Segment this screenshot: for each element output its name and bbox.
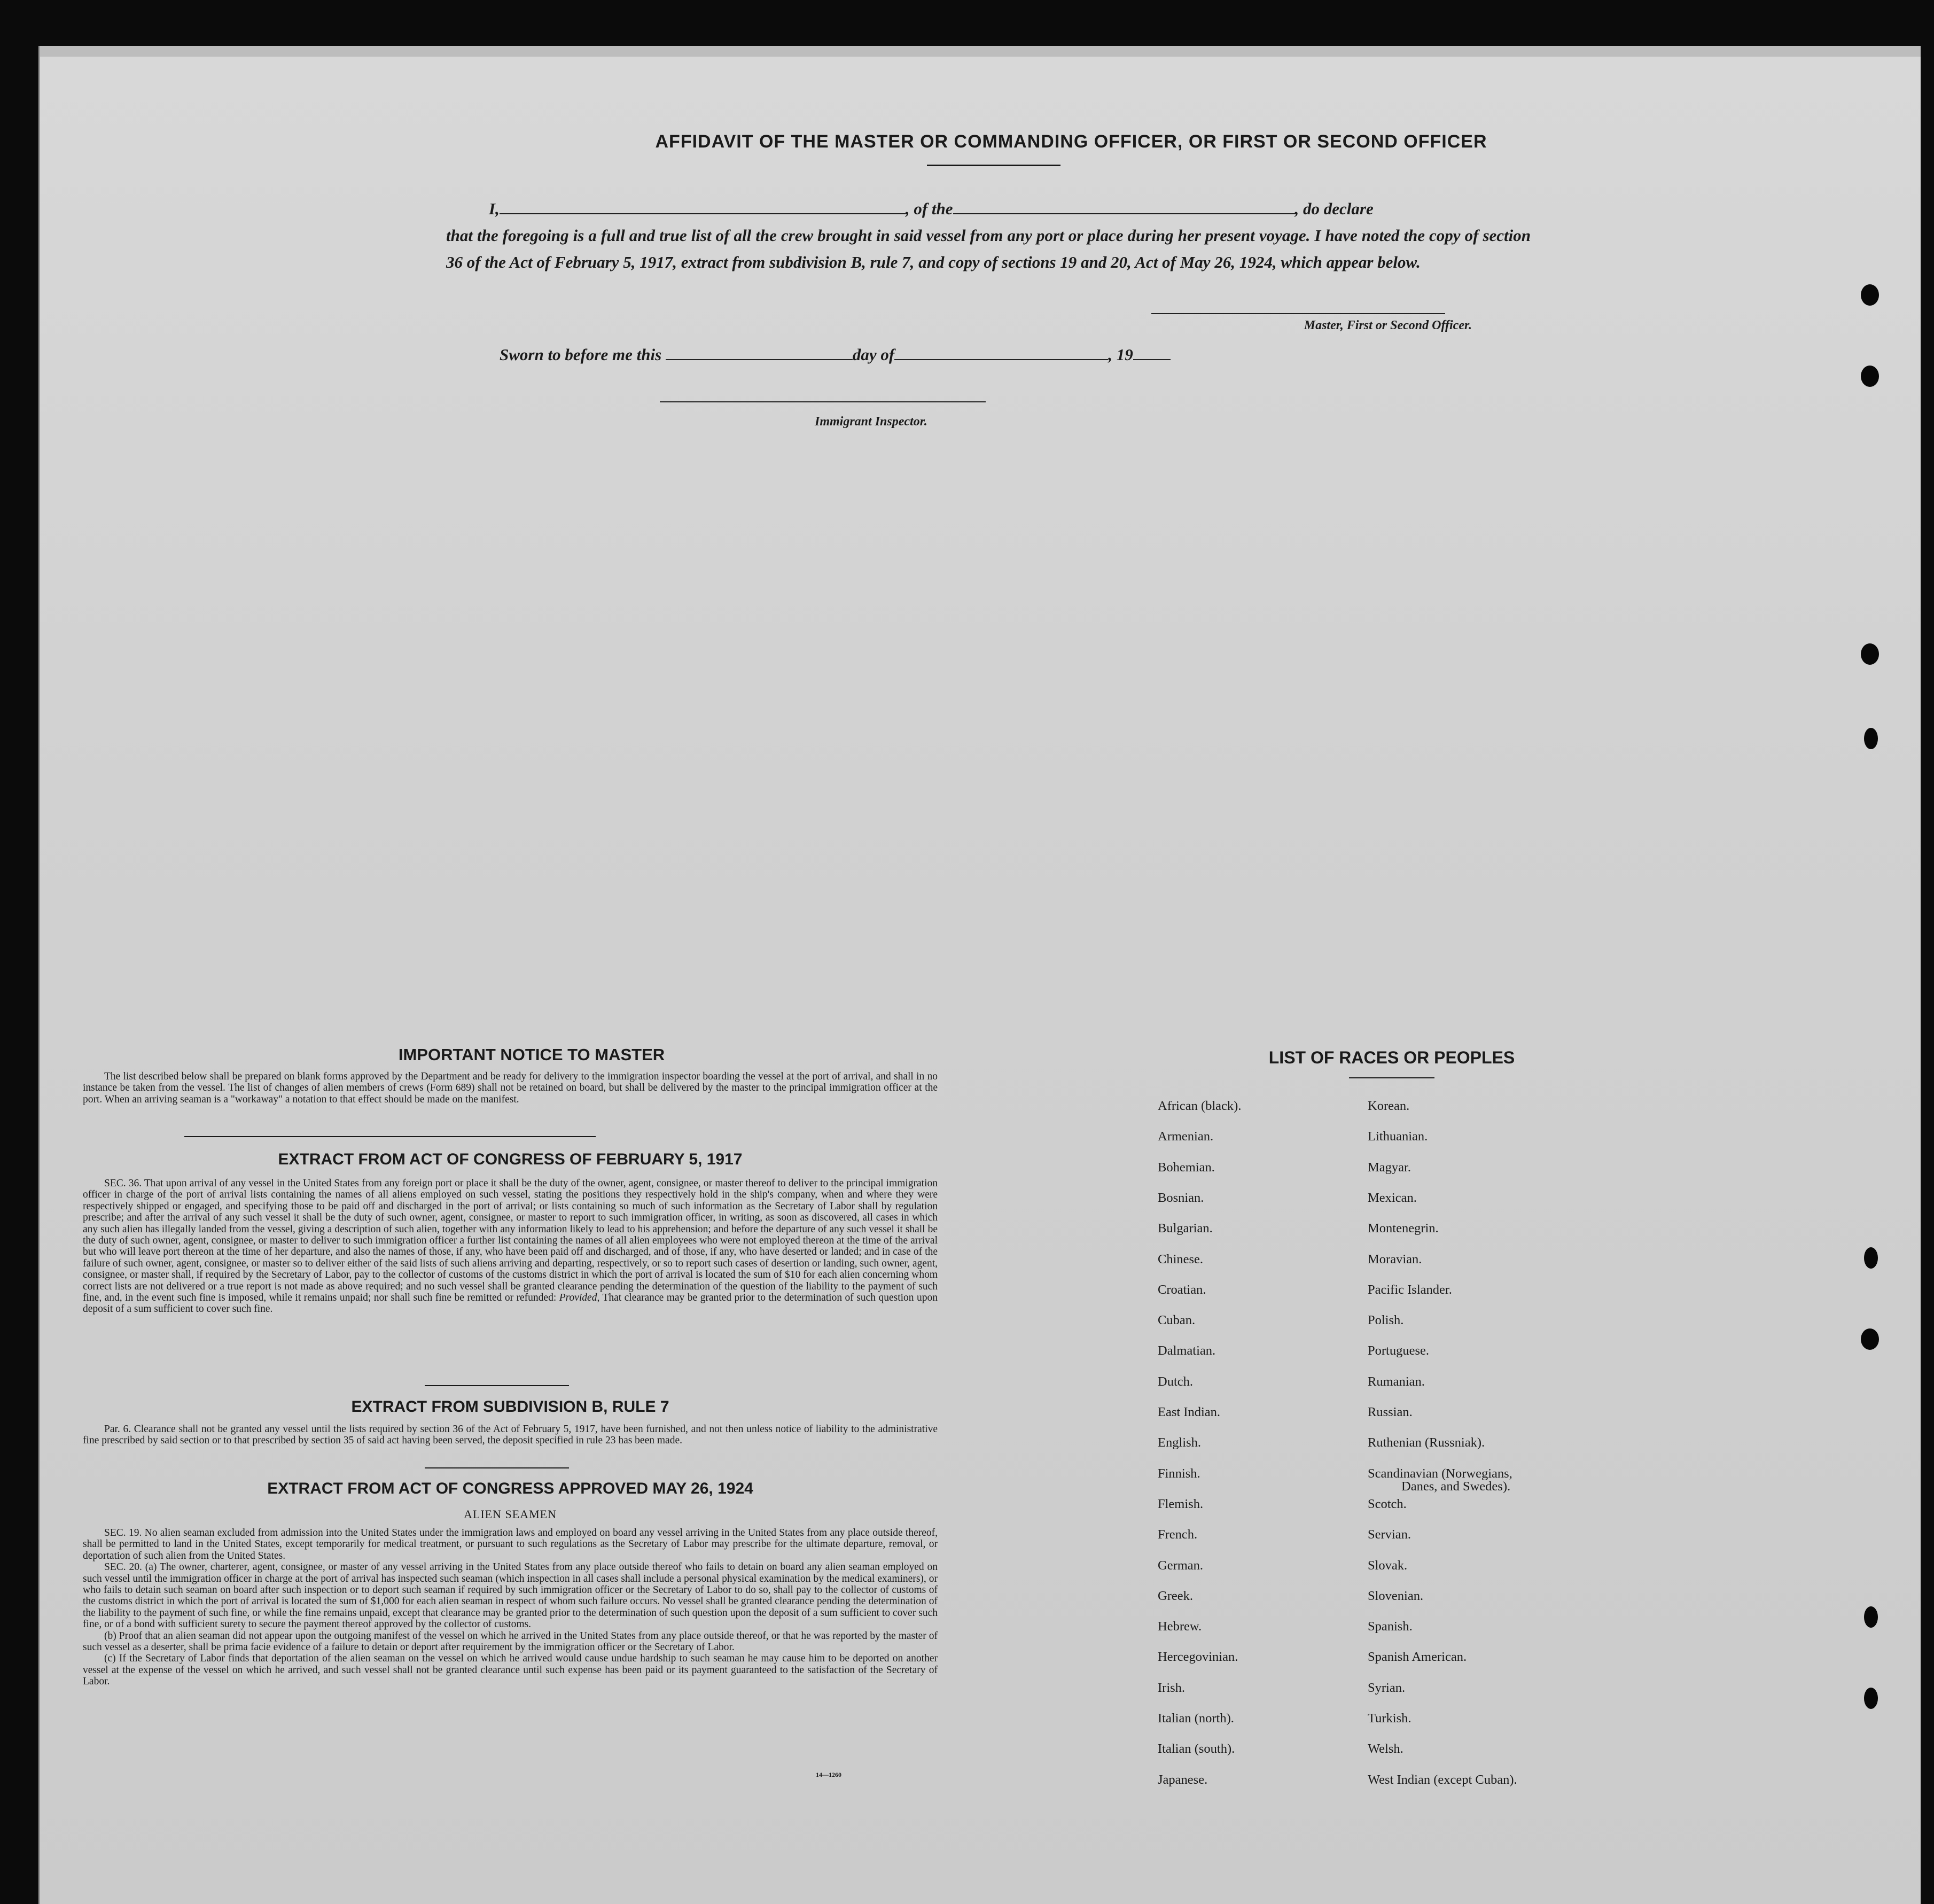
race-item: Spanish American.	[1368, 1650, 1467, 1665]
day-of-label: day of	[852, 345, 895, 364]
race-item: Italian (north).	[1158, 1711, 1234, 1726]
divider	[425, 1467, 569, 1468]
race-item: African (black).	[1158, 1099, 1242, 1113]
divider	[425, 1385, 569, 1386]
race-item: German.	[1158, 1558, 1204, 1573]
punch-hole	[1864, 728, 1878, 749]
race-item: Bohemian.	[1158, 1160, 1215, 1175]
race-item: Irish.	[1158, 1680, 1186, 1695]
master-signature-line[interactable]	[1151, 313, 1445, 314]
race-item: West Indian (except Cuban).	[1368, 1772, 1517, 1787]
race-item: Cuban.	[1158, 1313, 1196, 1328]
race-item: Slovenian.	[1368, 1588, 1424, 1603]
race-item: Hercegovinian.	[1158, 1650, 1238, 1665]
race-item: Montenegrin.	[1368, 1221, 1439, 1236]
affidavit-declaration-line	[446, 196, 1531, 222]
race-item: East Indian.	[1158, 1405, 1221, 1419]
vessel-blank[interactable]	[953, 213, 1295, 214]
act-1924-subtitle: ALIEN SEAMEN	[464, 1507, 557, 1521]
race-item: Portuguese.	[1368, 1343, 1429, 1358]
race-item: Rumanian.	[1368, 1374, 1425, 1389]
notice-text: The list described below shall be prepared on blank forms approved by the Department and be ready for delivery to the immigration inspector boarding the vessel at the port of arrival, and shall in no instance be taken from the vessel. The list of changes of alien members of crews (Form 689) shall not be retained on board, but shall be delivered by the master to the principal immigration officer at the port. When an arriving seaman is a "workaway" a notation to that effect should be made on the manifest.	[83, 1071, 938, 1105]
race-item: Scotch.	[1368, 1496, 1407, 1511]
race-item: Chinese.	[1158, 1252, 1204, 1266]
race-item: Spanish.	[1368, 1619, 1413, 1634]
punch-hole	[1864, 1688, 1878, 1709]
race-item: Turkish.	[1368, 1711, 1411, 1726]
divider	[927, 165, 1060, 166]
race-item: Hebrew.	[1158, 1619, 1202, 1634]
act-1917-title: EXTRACT FROM ACT OF CONGRESS OF FEBRUARY 5, 1917	[278, 1151, 743, 1168]
sworn-month-blank[interactable]	[894, 359, 1108, 360]
affidavit-body	[446, 196, 1531, 276]
act-1917-body	[83, 1178, 938, 1315]
act-1924-title: EXTRACT FROM ACT OF CONGRESS APPROVED MAY 26, 1924	[267, 1480, 753, 1497]
notice-title: IMPORTANT NOTICE TO MASTER	[398, 1045, 665, 1064]
sworn-label: Sworn to before me this	[500, 345, 662, 364]
name-blank[interactable]	[500, 213, 906, 214]
act-1917-proviso: That clearance may be granted prior to the determination of such question upon deposit of a sum sufficient to cover such fine.	[83, 1292, 938, 1315]
race-item: Scandinavian (Norwegians,	[1368, 1466, 1512, 1481]
race-item: Croatian.	[1158, 1282, 1206, 1297]
race-item: Flemish.	[1158, 1496, 1204, 1511]
act-1917-sec36: SEC. 36. That upon arrival of any vessel in the United States from any foreign port or place it shall be the duty of the owner, agent, consignee, or master thereof to deliver to the principal immigration officer in charge of the port of arrival lists containing the names of all aliens employed on such vessel, stating the positions they respectively hold in the ship's company, when and where they were respectively shipped or engaged, and specifying those to be paid off and discharged in the port of arrival; or lists containing so much of such information as the Secretary of Labor shall by regulation prescribe; and after the arrival of any such vessel it shall be the duty of such owner, agent, consignee, or master to report to such immigration officer, in writing, as soon as discovered, all cases in which any such alien has illegally landed from the vessel, giving a description of such alien, together with any information likely to lead to his apprehension; and before the departure of any such vessel it shall be the duty of such owner, agent, consignee, or master to deliver to such immigration officer a further list containing the names of all alien employees who were not employed thereon at the time of the arrival but who will leave port thereon at the time of her departure, and also the names of those, if any, who have been paid off and discharged, and of those, if any, who have deserted or landed; and in case of the failure of such owner, agent, consignee, or master so to deliver either of the said lists of such aliens arriving and departing, respectively, or so to report such cases of desertion or landing, such owner, agent, consignee, or master shall, if required by the Secretary of Labor, pay to the collector of customs of the customs district in which the port of arrival is located the sum of $10 for each alien concerning whom correct lists are not delivered or a true report is not made as above required; and no such vessel shall be granted clearance pending the determination of the question of the liability to the payment of such fine, and, in the event such fine is imposed, while it remains unpaid; nor shall such fine be remitted or refunded:	[83, 1178, 938, 1304]
sworn-year-blank[interactable]	[1133, 359, 1171, 360]
form-number: 14—1260	[816, 1771, 841, 1778]
race-item: Danes, and Swedes).	[1401, 1479, 1511, 1494]
rule-7-text: Par. 6. Clearance shall not be granted any vessel until the lists required by section 36 of the Act of February 5, 1917, have been furnished, and not then unless notice of liability to the administrative fine prescribed by said section or to that prescribed by section 35 of said act having been served, the deposit specified in rule 23 has been made.	[83, 1424, 938, 1447]
race-item: French.	[1158, 1527, 1198, 1542]
race-item: Servian.	[1368, 1527, 1411, 1542]
act-1924-sec20a: SEC. 20. (a) The owner, charterer, agent, consignee, or master of any vessel arriving in the United States from any place outside thereof who fails to detain on board any alien seaman employed on such vessel until the immigration officer in charge at the port of arrival has inspected such seaman (which inspection in all cases shall include a personal physical examination by the medical examiners), or who fails to detain such seaman on board after such inspection or to deport such seaman if required by such immigration officer or the Secretary of Labor to do so, shall pay to the collector of customs of the customs district in which the port of arrival is located the sum of $1,000 for each alien seaman in respect of whom such failure occurs. No vessel shall be granted clearance pending the determination of the liability to the payment of such fine, or while the fine remains unpaid, except that clearance may be granted prior to the determination of such question upon the deposit of a sum sufficient to cover such fine, or of a bond with sufficient surety to secure the payment thereof approved by the collector of customs.	[83, 1561, 938, 1630]
punch-hole	[1864, 1247, 1878, 1269]
divider	[184, 1136, 596, 1137]
race-item: Moravian.	[1368, 1252, 1422, 1266]
notice-body	[83, 1071, 938, 1105]
divider	[1349, 1077, 1434, 1078]
race-item: Lithuanian.	[1368, 1129, 1428, 1144]
punch-hole	[1861, 366, 1879, 387]
race-item: Mexican.	[1368, 1190, 1417, 1205]
race-item: Greek.	[1158, 1588, 1193, 1603]
rule-7-body	[83, 1424, 938, 1447]
race-item: Korean.	[1368, 1099, 1410, 1113]
race-item: Bosnian.	[1158, 1190, 1204, 1205]
race-item: Armenian.	[1158, 1129, 1214, 1144]
race-item: Ruthenian (Russniak).	[1368, 1435, 1485, 1450]
race-item: Bulgarian.	[1158, 1221, 1213, 1236]
act-1924-sec20b: (b) Proof that an alien seaman did not appear upon the outgoing manifest of the vessel on which he arrived in the United States from any place outside thereof, or that he was reported by the master of such vessel as a deserter, shall be prima facie evidence of a failure to detain or deport after requirement by the immigration officer or the Secretary of Labor.	[83, 1630, 938, 1653]
affidavit-of-the-label: , of the	[905, 199, 953, 218]
race-item: Dalmatian.	[1158, 1343, 1216, 1358]
affidavit-declare-label: , do declare	[1294, 199, 1374, 218]
affidavit-text: that the foregoing is a full and true list of all the crew brought in said vessel from any port or place during her present voyage. I have noted the copy of section 36 of the Act of February 5, 1917, extract from subdivision B, rule 7, and copy of sections 19 and 20, Act of May 26, 1924, which appear below.	[446, 226, 1531, 271]
race-item: Slovak.	[1368, 1558, 1408, 1573]
year-label: , 19	[1108, 345, 1133, 364]
manifest-page	[38, 46, 1921, 1904]
inspector-signature-label: Immigrant Inspector.	[815, 415, 927, 429]
punch-hole	[1861, 643, 1879, 665]
race-item: Italian (south).	[1158, 1742, 1235, 1757]
affidavit-i-label: I,	[489, 199, 500, 218]
sworn-line	[500, 345, 1301, 364]
act-1917-text	[83, 1178, 938, 1315]
race-item: Dutch.	[1158, 1374, 1193, 1389]
punch-hole	[1861, 1328, 1879, 1350]
race-item: English.	[1158, 1435, 1201, 1450]
affidavit-title: AFFIDAVIT OF THE MASTER OR COMMANDING OFFICER, OR FIRST OR SECOND OFFICER	[655, 131, 1487, 152]
inspector-signature-line[interactable]	[660, 401, 986, 402]
race-item: Welsh.	[1368, 1742, 1403, 1757]
punch-hole	[1864, 1606, 1878, 1628]
rule-7-title: EXTRACT FROM SUBDIVISION B, RULE 7	[351, 1398, 669, 1416]
races-title: LIST OF RACES OR PEOPLES	[1268, 1048, 1515, 1067]
race-item: Syrian.	[1368, 1680, 1406, 1695]
race-item: Magyar.	[1368, 1160, 1411, 1175]
act-1917-provided: Provided,	[559, 1292, 600, 1304]
act-1924-sec20c: (c) If the Secretary of Labor finds that deportation of the alien seaman on the vessel on which he arrived would cause undue hardship to such seaman he may cause him to be deported on another vessel at the expense of the vessel on which he arrived, and such vessel shall not be granted clearance until such expense has been paid or its payment guaranteed to the satisfaction of the Secretary of Labor.	[83, 1653, 938, 1688]
act-1924-body	[83, 1527, 938, 1688]
race-item: Finnish.	[1158, 1466, 1200, 1481]
master-signature-label: Master, First or Second Officer.	[1304, 318, 1472, 332]
race-item: Polish.	[1368, 1313, 1404, 1328]
race-item: Japanese.	[1158, 1772, 1208, 1787]
race-item: Russian.	[1368, 1405, 1413, 1419]
sworn-day-blank[interactable]	[666, 359, 853, 360]
punch-hole	[1861, 284, 1879, 306]
race-item: Pacific Islander.	[1368, 1282, 1452, 1297]
top-edge	[40, 46, 1921, 57]
act-1924-sec19: SEC. 19. No alien seaman excluded from admission into the United States under the immigration laws and employed on board any vessel arriving in the United States from any place outside thereof, shall be permitted to land in the United States, except temporarily for medical treatment, or pursuant to such regulations as the Secretary of Labor may prescribe for the ultimate departure, removal, or deportation of such alien from the United States.	[83, 1527, 938, 1561]
